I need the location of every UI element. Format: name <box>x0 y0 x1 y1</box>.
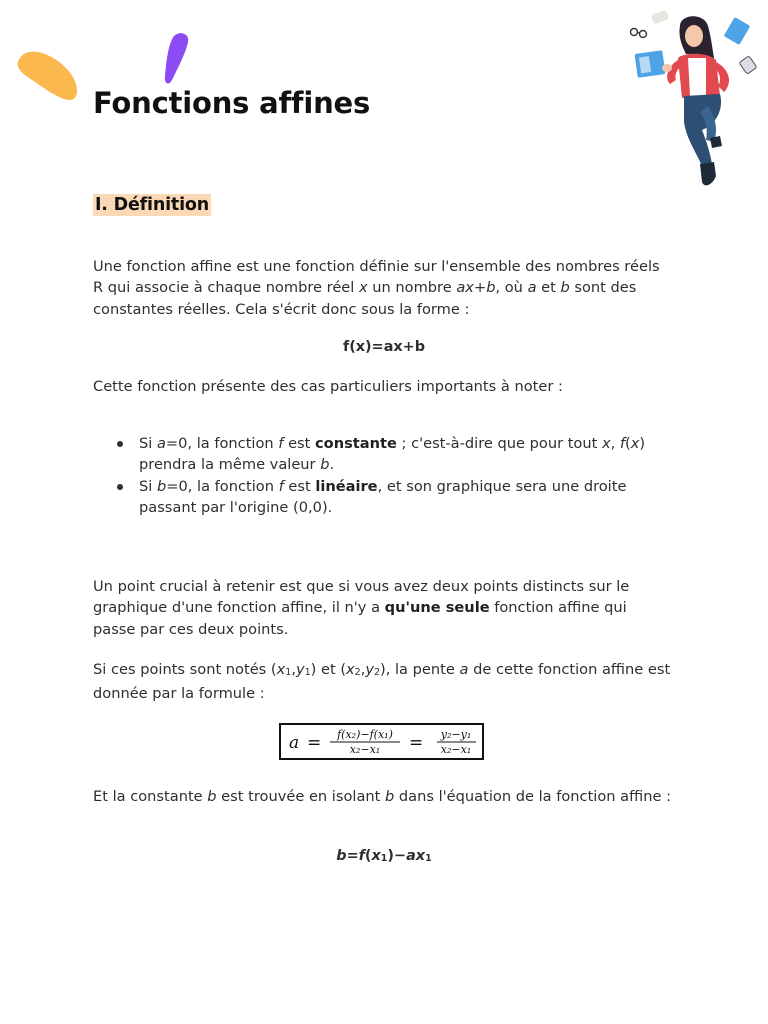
list-item-linear-case: Si b=0, la fonction f est linéaire, et son graphique sera une droite passant par l'origine (0,0). <box>93 476 673 519</box>
paragraph-special-cases-intro: Cette fonction présente des cas particuliers importants à noter : <box>93 378 563 395</box>
paragraph-two-points: Un point crucial à retenir est que si vous avez deux points distincts sur le graphique d'une fonction affine, il n'y a qu'une seule fonction affine qui passe par ces deux points. <box>93 578 630 638</box>
paragraph-definition: Une fonction affine est une fonction définie sur l'ensemble des nombres réels R qui associe à chaque nombre réel x un nombre ax+b, où a et b sont des constantes réelles. Cela s'écrit donc sous la forme : <box>93 258 660 318</box>
slope-formula-lhs: a <box>289 733 300 753</box>
slope-formula-numerator-1: f(x₂)−f(x₁) <box>337 728 393 741</box>
section-heading-definition: I. Définition <box>95 195 209 215</box>
paragraph-constant-b: Et la constante b est trouvée en isolant b dans l'équation de la fonction affine : <box>93 788 671 805</box>
bullet-dot <box>117 441 123 447</box>
paragraph-slope-intro: Si ces points sont notés $(x_1,y_1)$ et $(x_2,y_2)$, la pente a de cette fonction affine est donnée par la formule : <box>93 661 671 703</box>
purple-brush-stroke <box>160 30 192 86</box>
page-title: Fonctions affines <box>93 86 371 120</box>
slope-formula-denominator-1: x₂−x₁ <box>349 743 381 756</box>
slope-formula-equals-2: = <box>409 733 424 753</box>
slope-formula-denominator-2: x₂−x₁ <box>440 743 472 756</box>
formula-affine-function: f(x)=ax+b <box>342 339 426 355</box>
special-cases-list <box>93 433 673 518</box>
list-item-constant-case: Si a=0, la fonction f est constante ; c'est-à-dire que pour tout x, f(x) prendra la même valeur b. <box>93 433 673 476</box>
slope-formula-numerator-2: y₂−y₁ <box>440 728 472 741</box>
formula-constant-b: $b=f(x_1)-ax_1$ <box>336 848 432 864</box>
woman-reading-book-illustration <box>624 6 764 190</box>
slope-formula-box <box>279 723 484 760</box>
bullet-dot <box>117 484 123 490</box>
slope-formula-equals: = <box>307 733 322 753</box>
orange-brush-stroke <box>14 44 84 104</box>
